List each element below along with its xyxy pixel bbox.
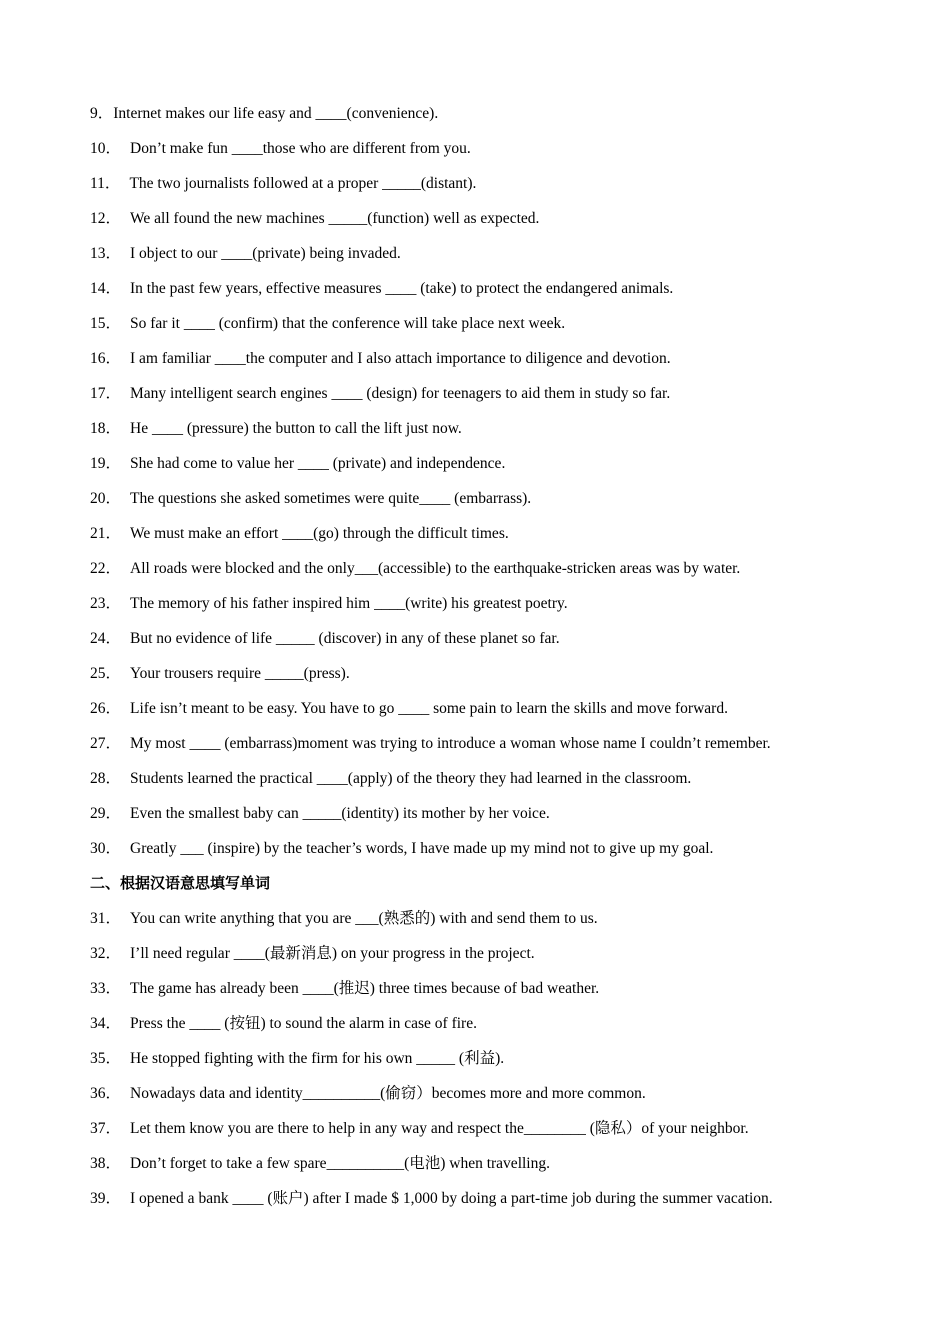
item-number: 11． [90,175,121,192]
list-item [90,201,890,236]
item-number: 17． [90,385,122,402]
item-number: 16． [90,350,122,367]
item-number: 31． [90,910,122,927]
section-heading: 二、根据汉语意思填写单词 [90,874,271,892]
item-number: 12． [90,210,122,227]
item-text: Internet makes our life easy and ____(convenience). [113,105,439,122]
item-text: My most ____ (embarrass)moment was trying to introduce a woman whose name I couldn’t remember. [130,735,771,752]
item-text: The memory of his father inspired him ____(write) his greatest poetry. [130,595,568,612]
list-item [90,936,890,971]
item-number: 24． [90,630,122,647]
item-text: Greatly ___ (inspire) by the teacher’s words, I have made up my mind not to give up my goal. [130,840,714,857]
list-item [90,621,890,656]
item-text: Life isn’t meant to be easy. You have to go ____ some pain to learn the skills and move forward. [130,700,728,717]
item-number: 32． [90,945,122,962]
list-item [90,796,890,831]
list-item [90,586,890,621]
item-number: 25． [90,665,122,682]
list-item [90,411,890,446]
item-text: Don’t forget to take a few spare__________(电池) when travelling. [130,1155,550,1172]
item-number: 39． [90,1190,122,1207]
item-number: 22． [90,560,122,577]
item-number: 20． [90,490,122,507]
list-item [90,516,890,551]
item-text: Students learned the practical ____(apply) of the theory they had learned in the classroom. [130,770,692,787]
item-text: He ____ (pressure) the button to call the lift just now. [130,420,462,437]
list-item [90,236,890,271]
list-item [90,691,890,726]
item-text: We must make an effort ____(go) through the difficult times. [130,525,509,542]
list-item [90,1041,890,1076]
item-text: But no evidence of life _____ (discover) in any of these planet so far. [130,630,560,647]
item-text: Press the ____ (按钮) to sound the alarm in case of fire. [130,1015,477,1032]
item-number: 15． [90,315,122,332]
item-number: 9． [90,105,114,122]
item-number: 23． [90,595,122,612]
item-number: 37． [90,1120,122,1137]
list-item [90,1076,890,1111]
list-item [90,726,890,761]
item-number: 34． [90,1015,122,1032]
item-number: 38． [90,1155,122,1172]
item-text: We all found the new machines _____(function) well as expected. [130,210,540,227]
item-text: He stopped fighting with the firm for his own _____ (利益). [130,1050,505,1067]
item-text: I am familiar ____the computer and I also attach importance to diligence and devotion. [130,350,671,367]
item-number: 30． [90,840,122,857]
item-text: Don’t make fun ____those who are different from you. [130,140,471,157]
item-number: 35． [90,1050,122,1067]
list-item [90,761,890,796]
item-text: Your trousers require _____(press). [130,665,350,682]
item-number: 13． [90,245,122,262]
item-text: The two journalists followed at a proper _____(distant). [129,175,477,192]
item-text: In the past few years, effective measures ____ (take) to protect the endangered animals. [130,280,674,297]
item-text: Nowadays data and identity__________(偷窃）becomes more and more common. [130,1085,646,1102]
list-item [90,551,890,586]
list-item [90,271,890,306]
item-text: Let them know you are there to help in any way and respect the________ (隐私）of your neighbor. [130,1120,749,1137]
item-number: 21． [90,525,122,542]
item-number: 27． [90,735,122,752]
item-text: So far it ____ (confirm) that the conference will take place next week. [130,315,566,332]
item-number: 28． [90,770,122,787]
list-item [90,166,890,201]
item-text: All roads were blocked and the only___(accessible) to the earthquake-stricken areas was by water. [130,560,741,577]
item-number: 29． [90,805,122,822]
list-item [90,1111,890,1146]
item-number: 26． [90,700,122,717]
list-item [90,306,890,341]
list-item [90,481,890,516]
list-item [90,971,890,1006]
item-number: 10． [90,140,122,157]
item-text: Many intelligent search engines ____ (design) for teenagers to aid them in study so far. [130,385,671,402]
item-text: I object to our ____(private) being invaded. [130,245,401,262]
list-item [90,341,890,376]
item-text: I’ll need regular ____(最新消息) on your progress in the project. [130,945,535,962]
item-text: The game has already been ____(推迟) three times because of bad weather. [130,980,600,997]
item-text: Even the smallest baby can _____(identity) its mother by her voice. [130,805,550,822]
list-item [90,1006,890,1041]
item-number: 33． [90,980,122,997]
item-text: I opened a bank ____ (账户) after I made $ 1,000 by doing a part-time job during the summer vacation. [130,1190,773,1207]
item-text: She had come to value her ____ (private) and independence. [130,455,506,472]
list-item [90,1181,890,1216]
item-number: 36． [90,1085,122,1102]
list-item [90,831,890,866]
list-item [90,96,890,131]
item-number: 18． [90,420,122,437]
list-item [90,901,890,936]
list-item [90,376,890,411]
list-item [90,131,890,166]
item-number: 19． [90,455,122,472]
exercise-list [90,96,890,1216]
item-text: You can write anything that you are ___(熟悉的) with and send them to us. [130,910,598,927]
list-item [90,1146,890,1181]
list-item [90,446,890,481]
list-item [90,656,890,691]
item-number: 14． [90,280,122,297]
item-text: The questions she asked sometimes were quite____ (embarrass). [130,490,532,507]
